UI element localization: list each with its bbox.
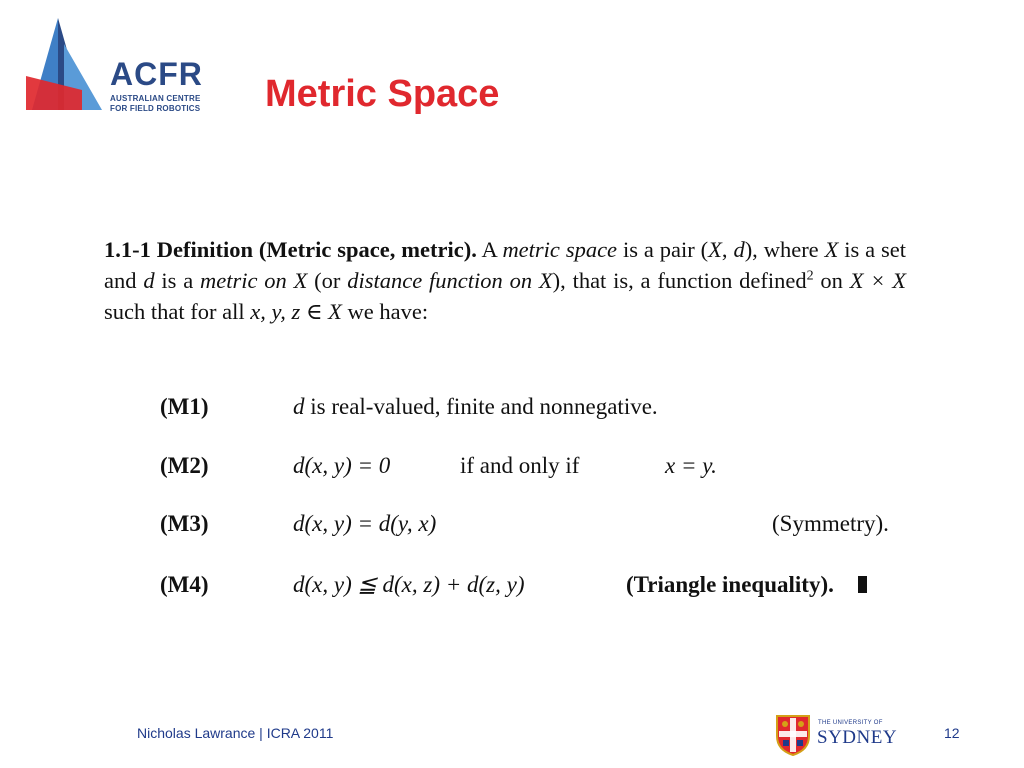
definition-text: is a [161, 268, 194, 293]
definition-heading: 1.1-1 Definition (Metric space, metric). [104, 237, 477, 262]
formula-text: d(x, y) = 0 [293, 453, 391, 478]
axiom-formula [293, 507, 436, 541]
symbol-d: d [733, 237, 745, 262]
symbol-xyz: x, y, z [250, 299, 301, 324]
symbol-d: d [293, 394, 305, 419]
term-metric-space: metric space [502, 237, 618, 262]
axiom-label: (M1) [160, 394, 209, 419]
definition-text: such that for all [104, 299, 245, 324]
definition-text: ), where [744, 237, 819, 262]
definition-text: is a set and [104, 237, 907, 293]
definition-paragraph [104, 234, 906, 327]
definition-text: ), that is, a function defined [552, 268, 807, 293]
logo-subtitle-line1: AUSTRALIAN CENTRE [110, 94, 201, 103]
symbol-X: X [538, 268, 553, 293]
property-text: (Triangle inequality). [626, 572, 834, 597]
axiom-label: (M2) [160, 453, 209, 478]
axiom-label: (M3) [160, 511, 209, 536]
axiom-condition [665, 449, 717, 483]
formula-text: d(x, y) = d(y, x) [293, 511, 437, 536]
symbol-X-times-X: X × X [849, 268, 907, 293]
slide-title: Metric Space [265, 73, 500, 115]
symbol-d: d [143, 268, 155, 293]
formula-text: x = y. [665, 453, 717, 478]
axiom-m4 [160, 568, 920, 602]
axiom-label: (M4) [160, 572, 209, 597]
axiom-formula [293, 449, 390, 483]
axiom-m2 [160, 449, 920, 483]
logo-subtitle [110, 94, 201, 114]
axiom-m3 [160, 507, 920, 541]
university-of-sydney-logo [774, 714, 898, 756]
university-name: SYDNEY [817, 727, 898, 748]
symbol-X: X [293, 268, 308, 293]
definition-text: on [820, 268, 843, 293]
symbol-element-of: ∈ [305, 299, 323, 324]
acfr-logo [22, 14, 212, 114]
footer-credit: Nicholas Lawrance | ICRA 2011 [137, 725, 334, 741]
page-number: 12 [944, 725, 960, 741]
axiom-text: is real-valued, finite and nonnegative. [310, 394, 658, 419]
axiom-property [626, 568, 867, 602]
definition-text: , [721, 237, 734, 262]
axiom-m1 [160, 390, 920, 424]
term-distance-function-on: distance function on [347, 268, 533, 293]
end-of-proof-icon [858, 576, 867, 593]
acfr-sails-icon [22, 14, 112, 114]
symbol-X: X [328, 299, 342, 324]
axiom-property: (Symmetry). [772, 511, 889, 536]
logo-acronym: ACFR [110, 56, 203, 92]
symbol-X: X [708, 237, 722, 262]
definition-text: we have: [347, 299, 429, 324]
formula-text: d(x, y) ≦ d(x, z) + d(z, y) [293, 572, 525, 597]
sydney-crest-icon [774, 714, 812, 756]
axiom-formula [293, 568, 524, 602]
symbol-X: X [824, 237, 839, 262]
definition-text: (or [314, 268, 341, 293]
university-label: THE UNIVERSITY OF [818, 720, 883, 726]
logo-subtitle-line2: FOR FIELD ROBOTICS [110, 104, 201, 113]
definition-text: is a pair ( [622, 237, 709, 262]
footnote-marker: 2 [806, 268, 814, 284]
axiom-text: if and only if [460, 453, 580, 478]
definition-text: A [481, 237, 497, 262]
term-metric-on: metric on [200, 268, 287, 293]
axiom-formula [293, 390, 658, 424]
